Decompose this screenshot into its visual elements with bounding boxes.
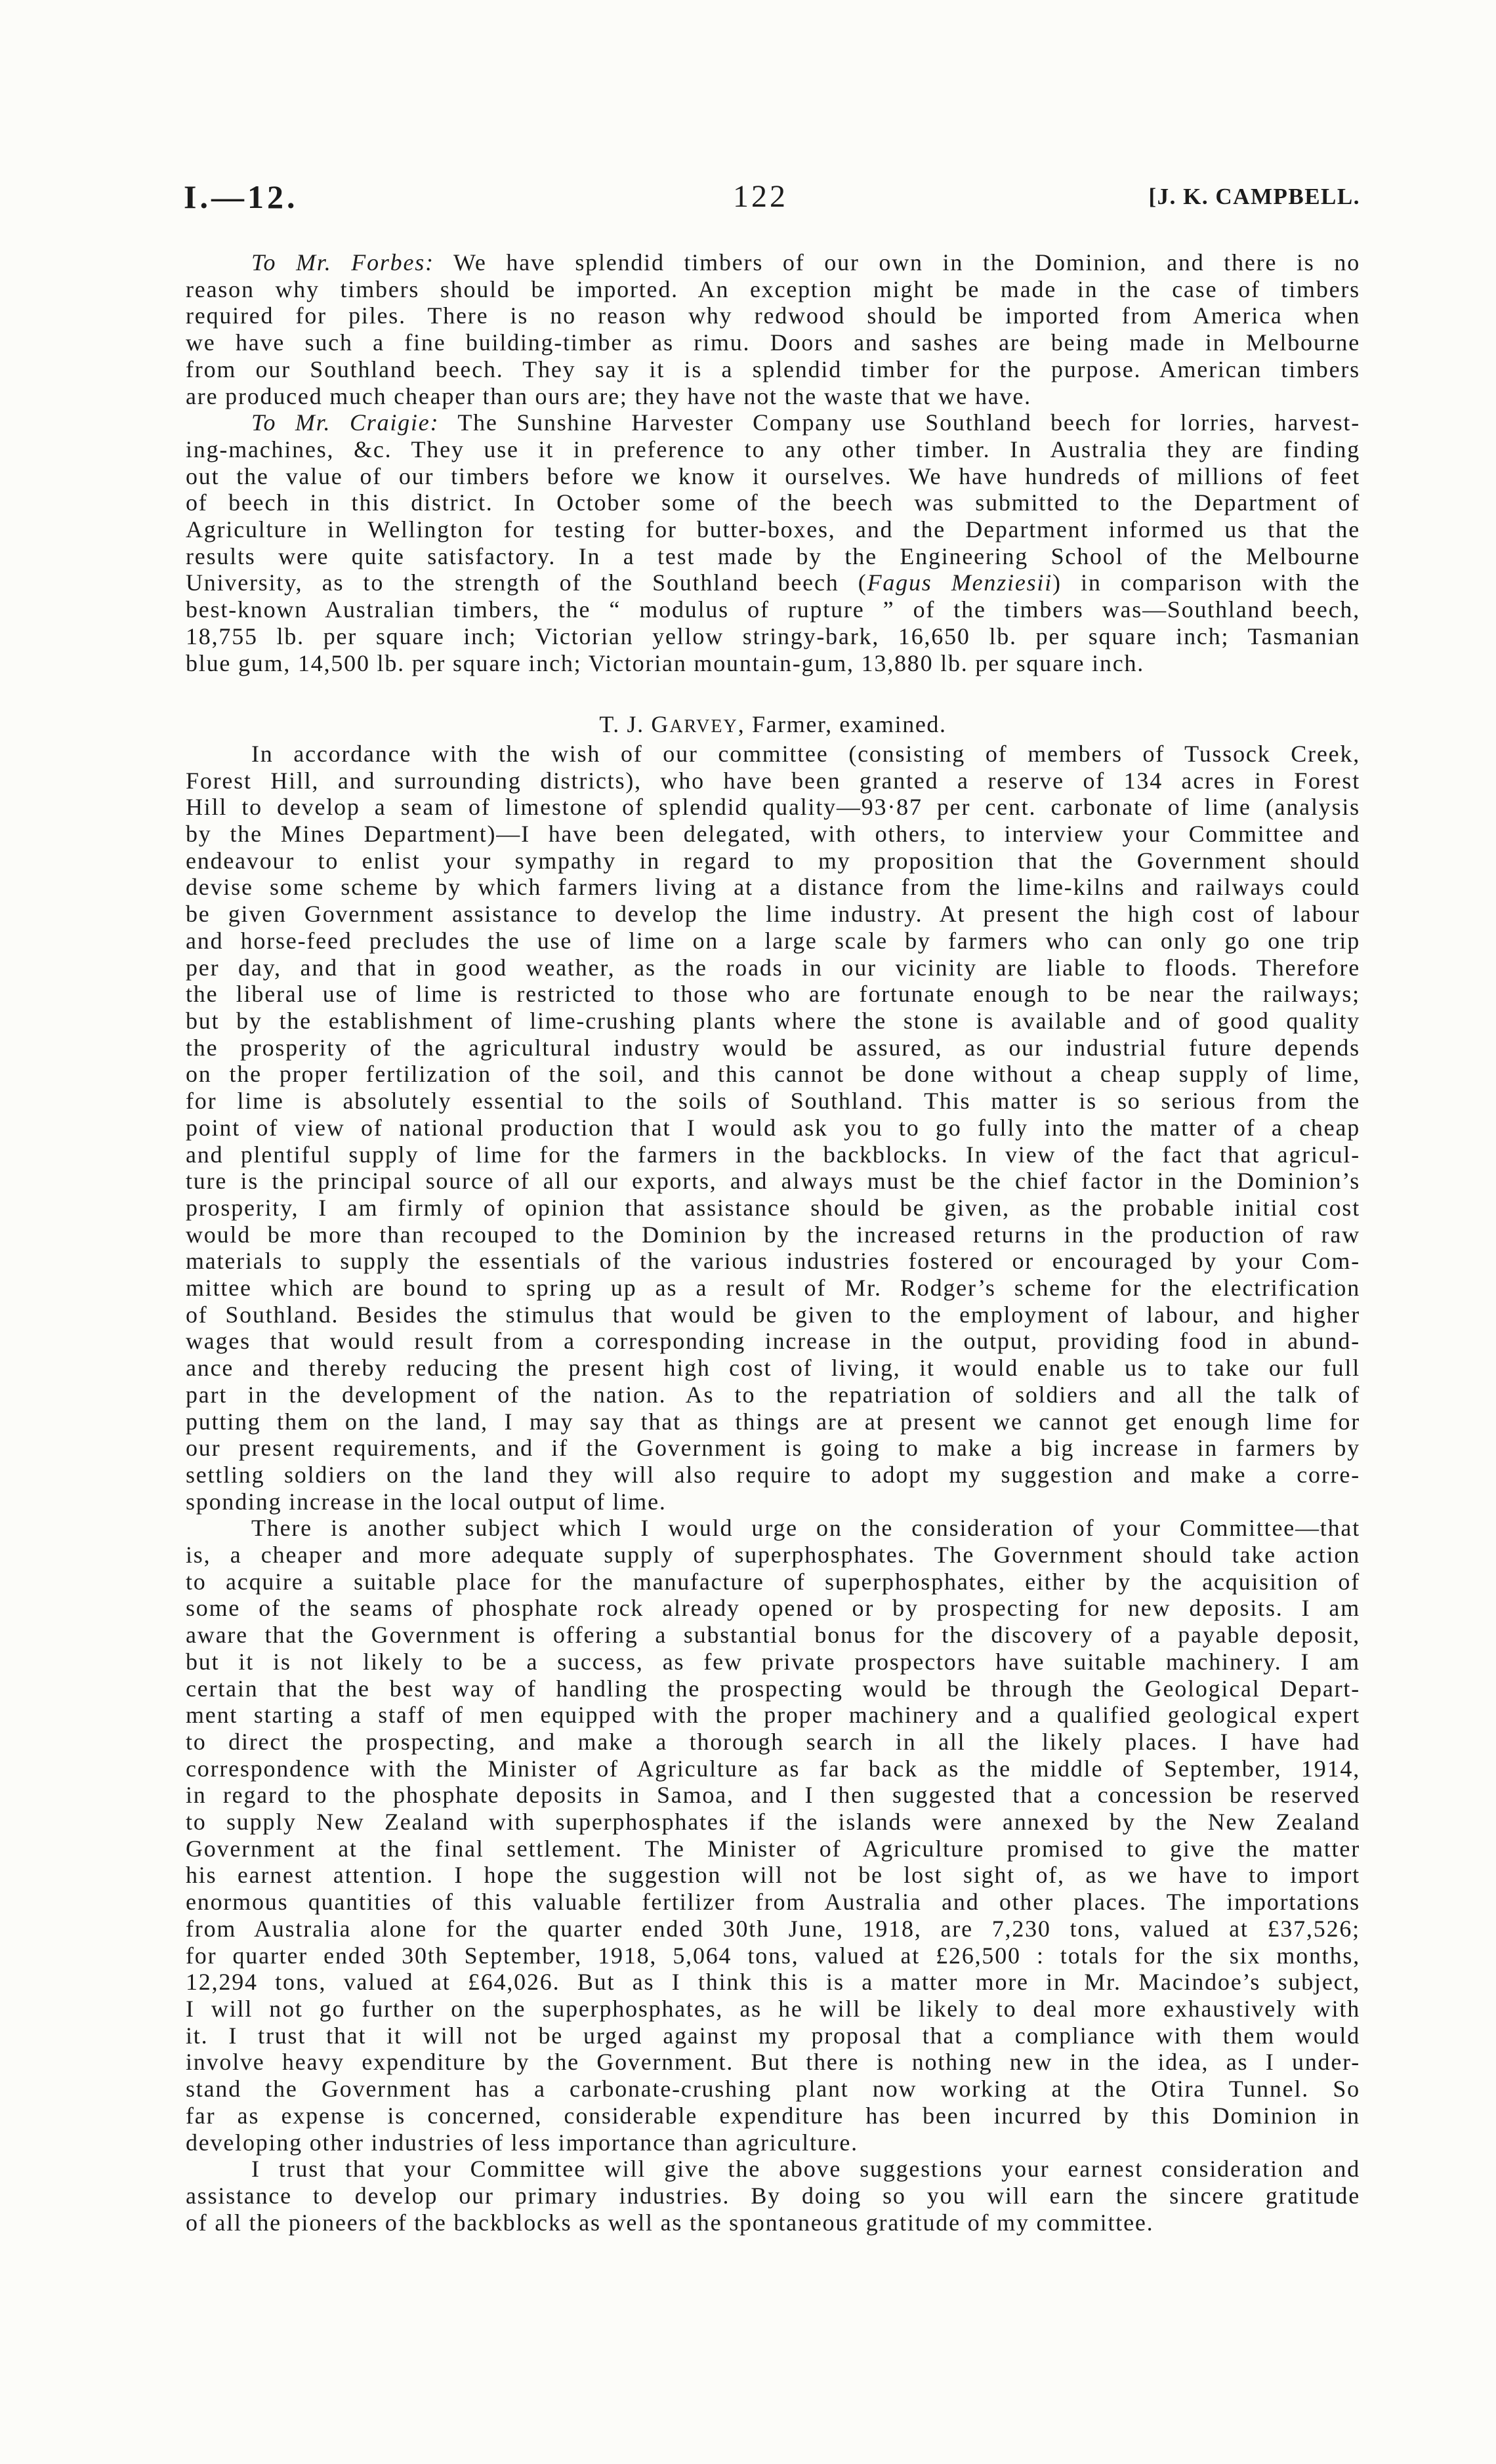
text-line: I will not go further on the superphosphates, as he will be likely to deal more exhaustively with [186,1996,1360,2022]
text-line: be given Government assistance to develop the lime industry. At present the high cost of labour [186,901,1360,928]
text-line: point of view of national production that I would ask you to go fully into the matter of a cheap [186,1114,1360,1141]
text-line: Hill to develop a seam of limestone of splendid quality—93·87 per cent. carbonate of lime (analysis [186,794,1360,821]
text-line: Agriculture in Wellington for testing for butter-boxes, and the Department informed us that the [186,516,1360,543]
text-line: part in the development of the nation. As to the repatriation of soldiers and all the talk of [186,1381,1360,1408]
text-line: materials to supply the essentials of the various industries fostered or encouraged by your Com- [186,1248,1360,1275]
roman-text: T. J. [599,711,652,738]
witness-heading [186,711,1360,741]
paragraph [186,741,1360,1515]
witness-name-header: [J. K. CAMPBELL. [1148,184,1360,209]
text-line: and horse-feed precludes the use of lime on a large scale by farmers who can only go one trip [186,927,1360,954]
italic-text: Fagus Menziesii [867,569,1053,596]
text-line: to acquire a suitable place for the manufacture of superphosphates, either by the acquisition of [186,1568,1360,1595]
roman-text: , Farmer, examined. [738,711,947,738]
text-line [186,569,1360,596]
text-line: prosperity, I am firmly of opinion that assistance should be given, as the probable initial cost [186,1194,1360,1221]
text-line: sponding increase in the local output of lime. [186,1488,667,1515]
page-number: 122 [733,179,788,214]
text-line: the liberal use of lime is restricted to those who are fortunate enough to be near the railways; [186,981,1360,1008]
text-line: reason why timbers should be imported. An exception might be made in the case of timbers [186,276,1360,302]
small-caps-text: GARVEY [651,711,738,738]
text-line: on the proper fertilization of the soil, and this cannot be done without a cheap supply of lime, [186,1061,1360,1088]
text-line: wages that would result from a corresponding increase in the output, providing food in abund- [186,1328,1360,1355]
text-line: aware that the Government is offering a substantial bonus for the discovery of a payable deposit, [186,1622,1360,1649]
text-line: our present requirements, and if the Government is going to make a big increase in farmers by [186,1435,1360,1462]
text-line: from our Southland beech. They say it is a splendid timber for the purpose. American timbers [186,356,1360,382]
text-line: There is another subject which I would urge on the consideration of your Committee—that [251,1515,1360,1542]
text-line: stand the Government has a carbonate-crushing plant now working at the Otira Tunnel. So [186,2076,1360,2103]
text-line: per day, and that in good weather, as the roads in our vicinity are liable to floods. Therefore [186,954,1360,981]
paper-reference: I.—12. [184,178,299,215]
text-line: out the value of our timbers before we know it ourselves. We have hundreds of millions of feet [186,462,1360,489]
text-line: putting them on the land, I may say that as things are at present we cannot get enough lime for [186,1408,1360,1435]
text-line: far as expense is concerned, considerable expenditure has been incurred by this Dominion in [186,2102,1360,2129]
text-line: best-known Australian timbers, the “ modulus of rupture ” of the timbers was—Southland beech, [186,596,1360,623]
text-line: ing-machines, &c. They use it in preference to any other timber. In Australia they are finding [186,436,1360,462]
text-line: in regard to the phosphate deposits in Samoa, and I then suggested that a concession be reserved [186,1782,1360,1809]
text-line: it. I trust that it will not be urged against my proposal that a compliance with them would [186,2022,1360,2049]
text-line: is, a cheaper and more adequate supply of superphosphates. The Government should take action [186,1542,1360,1569]
italic-text: To Mr. Forbes: [251,249,434,276]
text-line: 18,755 lb. per square inch; Victorian yellow stringy-bark, 16,650 lb. per square inch; Tasmanian [186,623,1360,649]
roman-text: University, as to the strength of the Southland beech ( [186,569,867,596]
text-line: In accordance with the wish of our committee (consisting of members of Tussock Creek, [251,740,1360,767]
text-line: devise some scheme by which farmers living at a distance from the lime-kilns and railways could [186,874,1360,901]
text-line: blue gum, 14,500 lb. per square inch; Victorian mountain-gum, 13,880 lb. per square inch. [186,649,1145,676]
text-line: involve heavy expenditure by the Government. But there is nothing new in the idea, as I under- [186,2049,1360,2076]
text-line: we have such a fine building-timber as rimu. Doors and sashes are being made in Melbourne [186,329,1360,356]
text-line: 12,294 tons, valued at £64,026. But as I think this is a matter more in Mr. Macindoe’s subject, [186,1969,1360,1996]
paragraph [186,409,1360,676]
text-line: are produced much cheaper than ours are; they have not the waste that we have. [186,382,1031,409]
text-line: the prosperity of the agricultural industry would be assured, as our industrial future depends [186,1034,1360,1061]
text-line: required for piles. There is no reason why redwood should be imported from America when [186,302,1360,329]
text-line: of all the pioneers of the backblocks as well as the spontaneous gratitude of my committee. [186,2209,1154,2236]
text-line: some of the seams of phosphate rock already opened or by prospecting for new deposits. I am [186,1595,1360,1622]
text-line: to direct the prospecting, and make a thorough search in all the likely places. I have had [186,1728,1360,1755]
text-line: enormous quantities of this valuable fertilizer from Australia and other places. The importations [186,1889,1360,1916]
roman-text: We have splendid timbers of our own in the Dominion, and there is no [434,249,1360,276]
text-line: endeavour to enlist your sympathy in regard to my proposition that the Government should [186,847,1360,874]
text-line: I trust that your Committee will give the above suggestions your earnest consideration and [251,2156,1360,2183]
text-line: for lime is absolutely essential to the soils of Southland. This matter is so serious from the [186,1088,1360,1115]
text-line: Forest Hill, and surrounding districts), who have been granted a reserve of 134 acres in Forest [186,767,1360,794]
text-line: of beech in this district. In October some of the beech was submitted to the Department of [186,489,1360,516]
text-line: certain that the best way of handling the prospecting would be through the Geological Depart- [186,1675,1360,1702]
roman-text: ) in comparison with the [1052,569,1360,596]
text-line: ance and thereby reducing the present high cost of living, it would enable us to take our full [186,1355,1360,1382]
text-line: and plentiful supply of lime for the farmers in the backblocks. In view of the fact that agricul- [186,1141,1360,1168]
text-line: developing other industries of less importance than agriculture. [186,2129,858,2156]
paragraph [186,249,1360,409]
text-line: ture is the principal source of all our exports, and always must be the chief factor in the Dominion’s [186,1168,1360,1195]
text-line: correspondence with the Minister of Agriculture as far back as the middle of September, 1914, [186,1755,1360,1782]
text-line [186,249,1360,276]
text-line: Government at the final settlement. The Minister of Agriculture promised to give the matter [186,1835,1360,1862]
text-line: by the Mines Department)—I have been delegated, with others, to interview your Committee and [186,821,1360,848]
text-line: ment starting a staff of men equipped with the proper machinery and a qualified geological expert [186,1702,1360,1729]
text-line: but it is not likely to be a success, as few private prospectors have suitable machinery. I am [186,1648,1360,1675]
text-line: to supply New Zealand with superphosphates if the islands were annexed by the New Zealand [186,1809,1360,1836]
text-line: from Australia alone for the quarter ended 30th June, 1918, are 7,230 tons, valued at £37,526; [186,1915,1360,1942]
text-line: his earnest attention. I hope the suggestion will not be lost sight of, as we have to import [186,1862,1360,1889]
text-line: assistance to develop our primary industries. By doing so you will earn the sincere gratitude [186,2182,1360,2209]
text-line: mittee which are bound to spring up as a result of Mr. Rodger’s scheme for the electrification [186,1275,1360,1302]
paragraph [186,2156,1360,2236]
text-line: for quarter ended 30th September, 1918, 5,064 tons, valued at £26,500 : totals for the six months, [186,1942,1360,1969]
text-line: of Southland. Besides the stimulus that would be given to the employment of labour, and higher [186,1301,1360,1328]
text-line: settling soldiers on the land they will also require to adopt my suggestion and make a corre- [186,1461,1360,1488]
text-line: would be more than recouped to the Dominion by the increased returns in the production of raw [186,1221,1360,1248]
italic-text: To Mr. Craigie: [251,409,440,436]
text-line: but by the establishment of lime-crushing plants where the stone is available and of good quality [186,1007,1360,1034]
text-line: results were quite satisfactory. In a test made by the Engineering School of the Melbourne [186,543,1360,569]
text-body [186,249,1360,2236]
roman-text: The Sunshine Harvester Company use Southland beech for lorries, harvest- [439,409,1360,436]
text-line [186,409,1360,436]
paragraph [186,1515,1360,2156]
